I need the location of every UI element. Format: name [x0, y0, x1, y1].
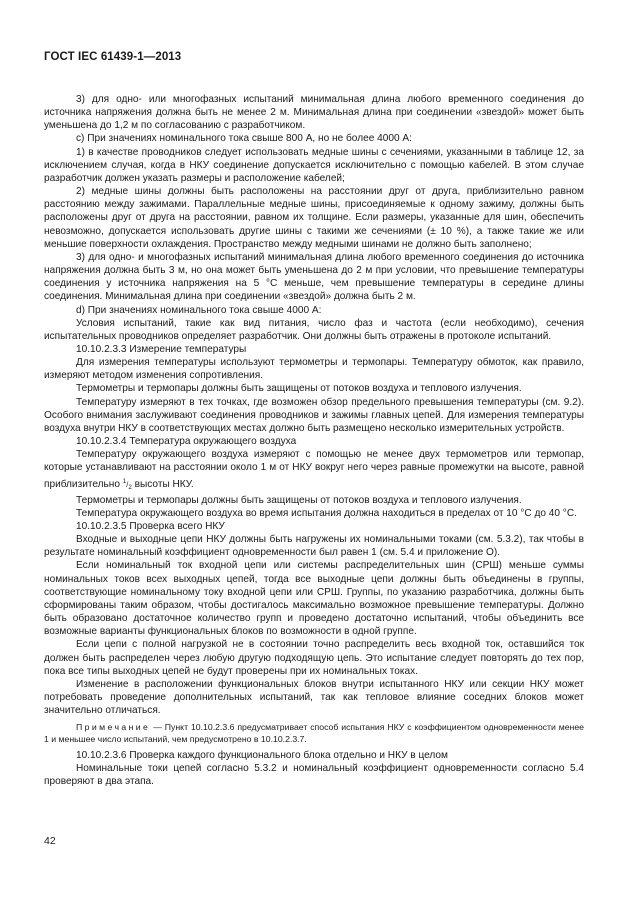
paragraph: 3) для одно- и многофазных испытаний минимальная длина любого временного соединения до источника напряжения должна быть 3 м, но она может быть уменьшена до 2 м при условии, что превышение температуры соединения у источника напряжения на 5 °С меньше, чем превышение температуры в середине длины соединения. Минимальная длина при соединении «звездой» должна быть 2 м.	[44, 251, 584, 303]
section-heading: 10.10.2.3.5 Проверка всего НКУ	[76, 521, 225, 532]
paragraph: Термометры и термопары должны быть защищены от потоков воздуха и теплового излучения.	[76, 383, 522, 395]
section-heading: 10.10.2.3.4 Температура окружающего воздуха	[76, 436, 297, 448]
fraction-denominator: 2	[128, 483, 132, 491]
paragraph: Температуру измеряют в тех точках, где возможен обзор предельного превышения температуры (см. 9.2). Особого внимания заслуживают соединения проводников и зажимы главных цепей. Для измерения температуры воздуха внутри НКУ в соответствующих местах должно быть размещено несколько измерительных устройств.	[44, 396, 584, 434]
paragraph-with-fraction	[44, 448, 584, 493]
paragraph: Температура окружающего воздуха во время испытания должна находиться в пределах от 10 °С до 40 °С.	[76, 507, 577, 519]
paragraph: Если номинальный ток входной цепи или системы распределительных шин (СРШ) меньше суммы номинальных токов всех выходных цепей, тогда все выходные цепи должны быть объединены в группы, соответствующие номинальному току входной цепи или СРШ. Группы, по указанию разработчика, должны быть сформированы таким образом, чтобы достигалось максимально возможное превышение температуры. Должно быть образовано достаточное количество групп и проведено достаточно испытаний, чтобы объединить все возможные варианты функциональных блоков по возможности в одной группе.	[44, 560, 584, 638]
paragraph: 3) для одно- или многофазных испытаний минимальная длина любого временного соединения до источника напряжения должна быть не менее 2 м. Минимальная длина при соединении «звездой» может быть уменьшена до 1,2 м по согласованию с разработчиком.	[44, 94, 584, 132]
fraction-numerator: 1	[122, 477, 127, 485]
paragraph: 2) медные шины должны быть расположены на расстоянии друг от друга, приблизительно равном расстоянию между зажимами. Параллельные медные шины, присоединяемые к одному зажиму, должны быть расположены друг от друга на расстоянии, равном их толщине. Если размеры, указанные для шин, обеспечить невозможно, допускается использовать другие шины с такими же сечениями (± 10 %), а также такие же или меньшие поверхности охлаждения. Пространство между медными шинами не должно быть заполнено;	[44, 186, 584, 250]
note-text: — Пункт 10.10.2.3.6 предусматривает способ испытания НКУ с коэффициентом одновременности менее 1 и меньшее число испытаний, чем предусмотрено в 10.10.2.3.7.	[44, 722, 584, 745]
section-heading: 10.10.2.3.3 Измерение температуры	[76, 343, 247, 355]
paragraph: Если цепи с полной нагрузкой не в состоянии точно распределить весь входной ток, оставшийся ток должен быть распределен через любую другую подходящую цепь. Это испытание следует повторять до тех пор, пока все типы выходных цепей не будут проверены при их номинальных токах.	[44, 639, 584, 677]
paragraph: Термометры и термопары должны быть защищены от потоков воздуха и теплового излучения.	[76, 494, 522, 506]
standard-header: ГОСТ IEC 61439-1—2013	[44, 51, 182, 63]
paragraph: d) При значениях номинального тока свыше 4000 А:	[76, 304, 322, 316]
paragraph: Для измерения температуры используют термометры и термопары. Температуру обмоток, как правило, измеряют методом изменения сопротивления.	[44, 357, 584, 382]
paragraph: Условия испытаний, такие как вид питания, число фаз и частота (если необходимо), сечения испытательных проводников определяет разработчик. Они должны быть отражены в протоколе испытаний.	[44, 317, 584, 342]
page-content	[44, 93, 584, 788]
paragraph: Изменение в расположении функциональных блоков внутри испытанного НКУ или секции НКУ может потребовать проведение дополнительных испытаний, так как тепловое влияние соседних блоков может значительно отличаться.	[44, 678, 584, 717]
page-number: 42	[44, 835, 56, 847]
paragraph: 1) в качестве проводников следует использовать медные шины с сечениями, указанными в таблице 12, за исключением случая, когда в НКУ соединение допускается исключительно с помощью кабелей. В этом случае разработчик должен указать размеры и расположение кабелей;	[44, 146, 584, 184]
paragraph: c) При значениях номинального тока свыше 800 А, но не более 4000 А:	[76, 133, 412, 145]
note-label: Примечание	[76, 722, 151, 733]
fraction: $^1/_2$	[122, 477, 132, 491]
paragraph: Входные и выходные цепи НКУ должны быть нагружены их номинальными токами (см. 5.3.2), так чтобы в результате номинальный коэффициент одновременности был равен 1 (см. 5.4 и приложение О).	[44, 534, 584, 559]
paragraph: Номинальные токи цепей согласно 5.3.2 и номинальный коэффициент одновременности согласно 5.4 проверяют в два этапа.	[44, 763, 584, 788]
paragraph-text: высоты НКУ.	[134, 478, 194, 490]
section-heading: 10.10.2.3.6 Проверка каждого функционального блока отдельно и НКУ в целом	[76, 749, 448, 761]
note	[44, 722, 584, 746]
paragraph-text: Температуру окружающего воздуха измеряют с помощью не менее двух термометров или термопар, которые устанавливают на расстоянии около 1 м от НКУ вокруг него через равные промежутки на высоте, равной приблизительно	[44, 449, 584, 490]
